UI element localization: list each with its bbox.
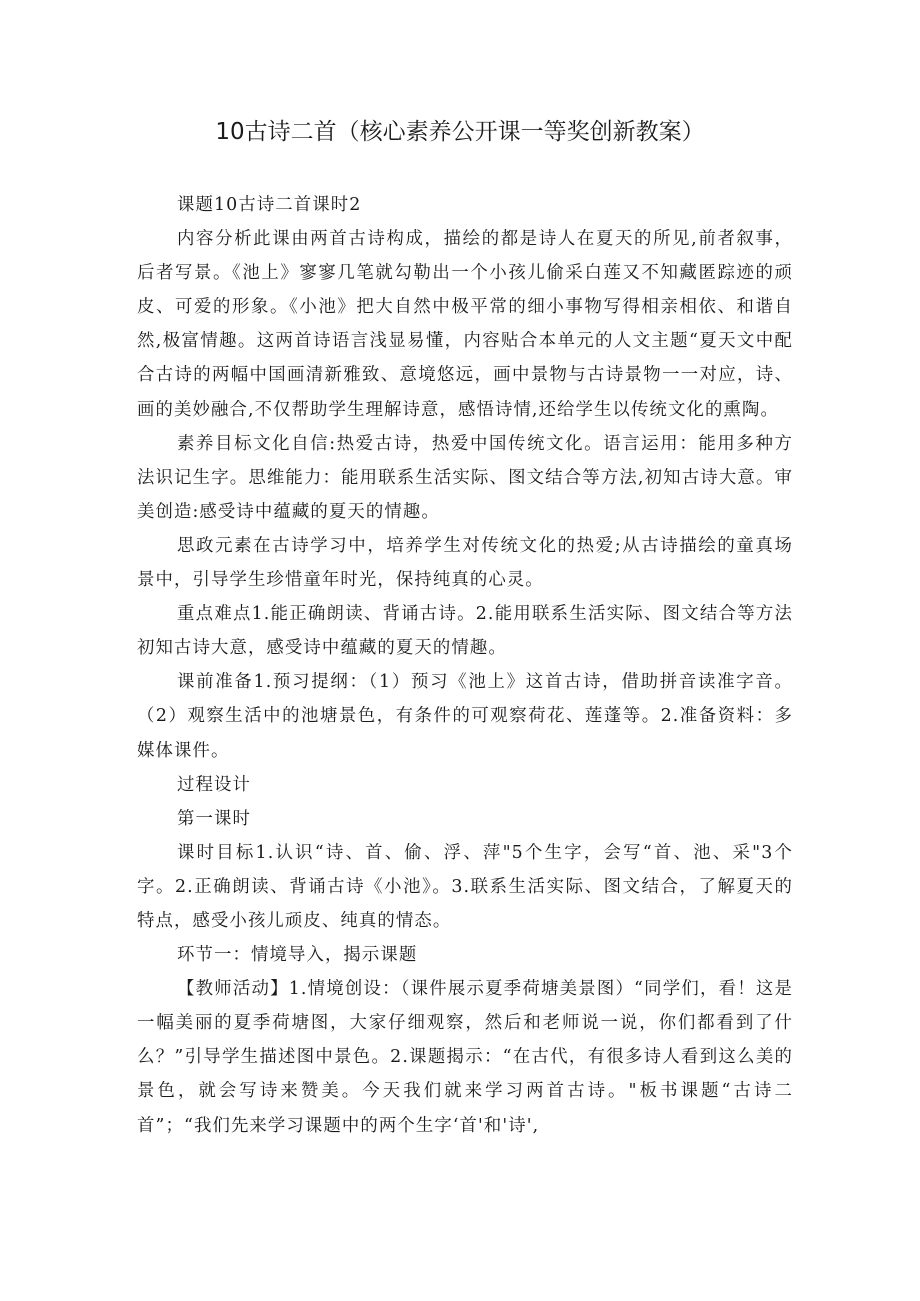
paragraph-process-design: 过程设计 xyxy=(177,774,251,795)
document-body xyxy=(137,188,793,1143)
document-title: 10古诗二首（核心素养公开课一等奖创新教案） xyxy=(215,119,705,145)
paragraph-literacy-goals: 素养目标文化自信:热爱古诗，热爱中国传统文化。语言运用：能用多种方法识记生字。思维能力：能用联系生活实际、图文结合等方法,初知古诗大意。审美创造:感受诗中蕴藏的夏天的情趣。 xyxy=(137,433,793,522)
paragraph-content-analysis: 内容分析此课由两首古诗构成，描绘的都是诗人在夏天的所见,前者叙事，后者写景。《池上》寥寥几笔就勾勒出一个小孩儿偷采白莲又不知藏匿踪迹的顽皮、可爱的形象。《小池》把大自然中极平常的细小事物写得相亲相依、和谐自然,极富情趣。这两首诗语言浅显易懂，内容贴合本单元的人文主题“夏天文中配合古诗的两幅中国画清新雅致、意境悠远，画中景物与古诗景物一一对应，诗、画的美妙融合,不仅帮助学生理解诗意，感悟诗情,还给学生以传统文化的熏陶。 xyxy=(137,229,793,420)
paragraph-lesson-objectives: 课时目标1.认识“诗、首、偷、浮、萍"5个生字，会写“首、池、采"3个字。2.正确朗读、背诵古诗《小池》。3.联系生活实际、图文结合，了解夏天的特点，感受小孩儿顽皮、纯真的情态。 xyxy=(137,842,793,931)
paragraph-ideological-elements: 思政元素在古诗学习中，培养学生对传统文化的热爱;从古诗描绘的童真场景中，引导学生珍惜童年时光，保持纯真的心灵。 xyxy=(137,535,793,591)
paragraph-teacher-activity: 【教师活动】1.情境创设：（课件展示夏季荷塘美景图）“同学们，看！这是一幅美丽的夏季荷塘图，大家仔细观察，然后和老师说一说，你们都看到了什么？”引导学生描述图中景色。2.课题揭示：“在古代，有很多诗人看到这么美的景色，就会写诗来赞美。今天我们就来学习两首古诗。"板书课题“古诗二首”；“我们先来学习课题中的两个生字‘首'和'诗', xyxy=(137,979,793,1136)
paragraph-section-one: 环节一：情境导入，揭示课题 xyxy=(177,945,418,966)
paragraph-preparation: 课前准备1.预习提纲：（1）预习《池上》这首古诗，借助拼音读准字音。（2）观察生活中的池塘景色，有条件的可观察荷花、莲蓬等。2.准备资料：多媒体课件。 xyxy=(137,672,793,761)
paragraph-first-lesson: 第一课时 xyxy=(177,808,251,829)
paragraph-lesson-topic: 课题10古诗二首课时2 xyxy=(177,195,362,215)
paragraph-key-difficulties: 重点难点1.能正确朗读、背诵古诗。2.能用联系生活实际、图文结合等方法初知古诗大意，感受诗中蕴藏的夏天的情趣。 xyxy=(137,604,793,659)
